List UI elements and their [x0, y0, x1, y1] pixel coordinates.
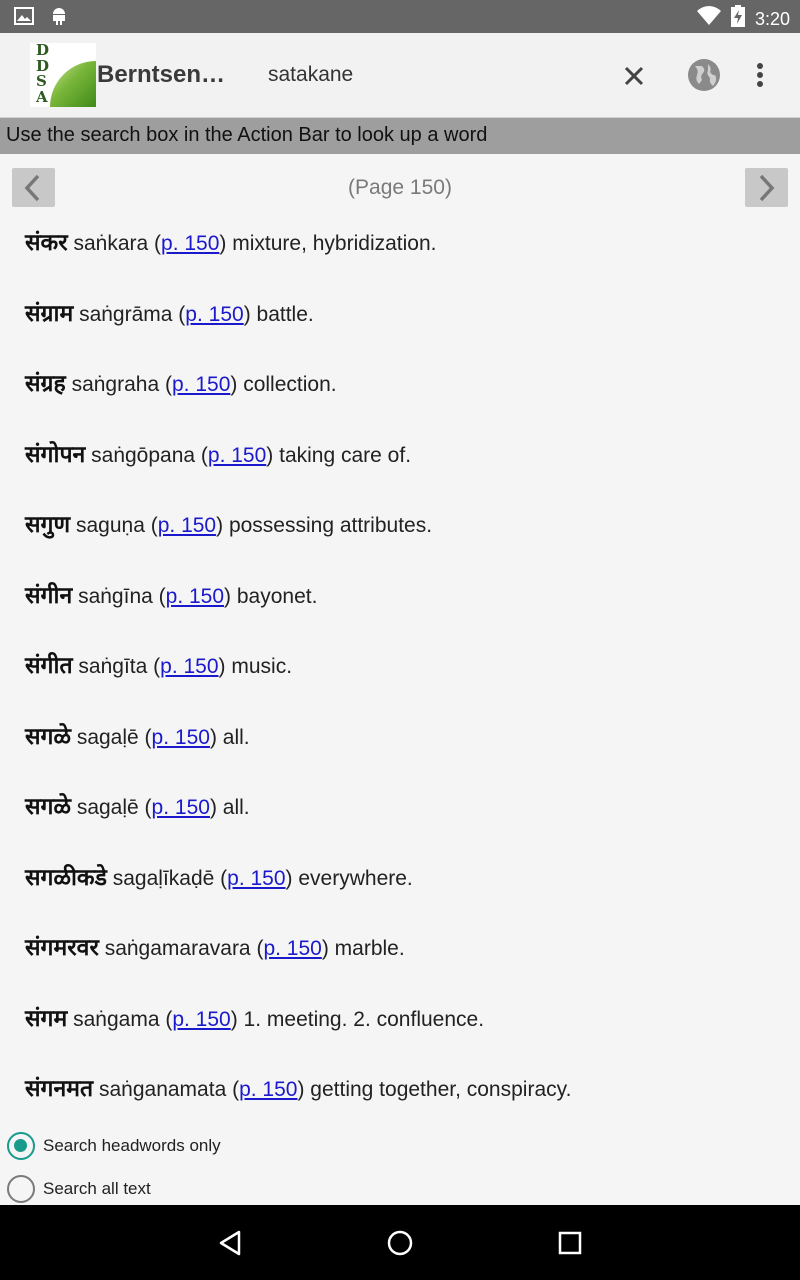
- hint-text: Use the search box in the Action Bar to look up a word: [6, 124, 488, 146]
- entry-row: सगळे sagaḷē (p. 150) all.: [25, 722, 250, 749]
- status-bar: [0, 0, 800, 33]
- radio-unchecked-icon[interactable]: [7, 1175, 35, 1203]
- home-icon[interactable]: [384, 1227, 416, 1259]
- search-options: [7, 1124, 221, 1210]
- logo-leaf-shape: [50, 61, 96, 107]
- wifi-icon: [697, 6, 721, 31]
- globe-icon[interactable]: [685, 56, 723, 94]
- battery-charging-icon: [731, 5, 745, 32]
- entry-transliteration: saṅgōpana: [91, 443, 196, 467]
- entry-transliteration: saṅgīta: [78, 655, 148, 678]
- entry-headword: संकर: [25, 229, 68, 255]
- entry-transliteration: saguṇa: [75, 514, 145, 537]
- entry-page-link[interactable]: p. 150: [207, 443, 267, 467]
- entry-transliteration: saṅgamaravara: [104, 937, 251, 960]
- entry-row: संगोपन saṅgōpana (p. 150) taking care of.: [25, 440, 412, 467]
- entry-headword: संगीन: [25, 581, 73, 608]
- entry-headword: संगोपन: [25, 440, 86, 467]
- entry-headword: सगळे: [25, 722, 71, 749]
- entry-page-link[interactable]: p. 150: [263, 937, 322, 960]
- entry-headword: संगमरवर: [25, 934, 99, 960]
- entry-definition: all.: [222, 796, 250, 819]
- entry-transliteration: sagaḷīkaḍē: [112, 866, 215, 890]
- entry-page-link[interactable]: p. 150: [165, 584, 225, 608]
- hint-bar: [0, 118, 800, 154]
- entry-page-link[interactable]: p. 150: [160, 655, 219, 678]
- image-notification-icon: [14, 7, 34, 30]
- entry-row: सगळीकडे sagaḷīkaḍē (p. 150) everywhere.: [25, 863, 413, 890]
- entry-headword: सगुण: [25, 511, 71, 537]
- navigation-bar: [0, 1205, 800, 1280]
- close-icon[interactable]: [618, 60, 650, 92]
- action-bar: [0, 33, 800, 118]
- app-logo[interactable]: [30, 43, 96, 107]
- entry-row: संगमरवर saṅgamaravara (p. 150) marble.: [25, 934, 405, 960]
- radio-search-all-text[interactable]: [7, 1167, 221, 1210]
- entry-definition: mixture, hybridization.: [232, 232, 437, 255]
- next-page-button[interactable]: [745, 168, 788, 207]
- entry-row: संग्राम saṅgrāma (p. 150) battle.: [25, 299, 314, 326]
- entry-transliteration: saṅganamata: [98, 1078, 227, 1101]
- entry-transliteration: saṅgraha: [71, 373, 160, 396]
- entry-page-link[interactable]: p. 150: [157, 514, 217, 537]
- entry-headword: संग्रह: [25, 370, 66, 396]
- entry-page-link[interactable]: p. 150: [171, 373, 231, 396]
- entry-row: संगनमत saṅganamata (p. 150) getting together, conspiracy.: [25, 1075, 572, 1101]
- entry-definition: all.: [222, 725, 250, 749]
- chevron-right-icon: [753, 173, 779, 203]
- entry-row: संकर saṅkara (p. 150) mixture, hybridization.: [25, 229, 437, 255]
- radio-search-headwords-only[interactable]: [7, 1124, 221, 1167]
- entry-row: संगीत saṅgīta (p. 150) music.: [25, 652, 293, 678]
- entry-definition: 1. meeting. 2. confluence.: [243, 1007, 485, 1031]
- status-time: 3:20: [754, 8, 790, 29]
- entry-headword: सगळे: [25, 793, 71, 819]
- back-icon[interactable]: [214, 1227, 246, 1259]
- entry-headword: संगनमत: [25, 1075, 94, 1101]
- app-title: Berntsen…: [97, 61, 226, 88]
- entry-definition: marble.: [334, 937, 405, 960]
- entry-definition: everywhere.: [298, 866, 413, 890]
- overflow-menu-icon[interactable]: [748, 58, 772, 94]
- entry-page-link[interactable]: p. 150: [172, 1007, 231, 1031]
- entry-transliteration: sagaḷē: [76, 725, 139, 749]
- entry-page-link[interactable]: p. 150: [151, 725, 210, 749]
- android-notification-icon: [50, 6, 68, 31]
- entry-transliteration: saṅgama: [73, 1007, 160, 1031]
- entry-page-link[interactable]: p. 150: [227, 866, 286, 890]
- entry-definition: getting together, conspiracy.: [310, 1078, 572, 1101]
- entry-transliteration: saṅgrāma: [79, 302, 173, 326]
- entry-list: [25, 220, 785, 1137]
- entry-transliteration: saṅgīna: [78, 584, 153, 608]
- entry-headword: सगळीकडे: [25, 863, 107, 890]
- entry-headword: संगीत: [25, 652, 73, 678]
- entry-page-link[interactable]: p. 150: [239, 1078, 298, 1101]
- entry-row: संग्रह saṅgraha (p. 150) collection.: [25, 370, 337, 396]
- pager: [0, 160, 800, 212]
- entry-definition: possessing attributes.: [228, 514, 433, 537]
- radio-checked-icon[interactable]: [7, 1132, 35, 1160]
- entry-definition: taking care of.: [279, 443, 412, 467]
- logo-letters: D D S A: [36, 43, 50, 106]
- entry-page-link[interactable]: p. 150: [151, 796, 210, 819]
- search-input[interactable]: satakane: [268, 63, 354, 86]
- entry-row: संगम saṅgama (p. 150) 1. meeting. 2. confluence.: [25, 1004, 485, 1031]
- entry-definition: bayonet.: [236, 584, 318, 608]
- entry-headword: संगम: [25, 1004, 68, 1031]
- entry-transliteration: saṅkara: [73, 232, 149, 255]
- page-label: (Page 150): [348, 176, 452, 199]
- entry-row: संगीन saṅgīna (p. 150) bayonet.: [25, 581, 318, 608]
- recents-icon[interactable]: [554, 1227, 586, 1259]
- entry-headword: संग्राम: [25, 299, 74, 326]
- entry-definition: battle.: [256, 302, 314, 326]
- entry-page-link[interactable]: p. 150: [185, 302, 244, 326]
- entry-definition: collection.: [243, 373, 337, 396]
- radio-label: Search headwords only: [43, 1135, 221, 1155]
- radio-label: Search all text: [43, 1178, 151, 1198]
- entry-transliteration: sagaḷē: [76, 796, 139, 819]
- entry-row: सगुण saguṇa (p. 150) possessing attributes.: [25, 511, 433, 537]
- entry-definition: music.: [231, 655, 293, 678]
- entry-row: सगळे sagaḷē (p. 150) all.: [25, 793, 250, 819]
- entry-page-link[interactable]: p. 150: [161, 232, 220, 255]
